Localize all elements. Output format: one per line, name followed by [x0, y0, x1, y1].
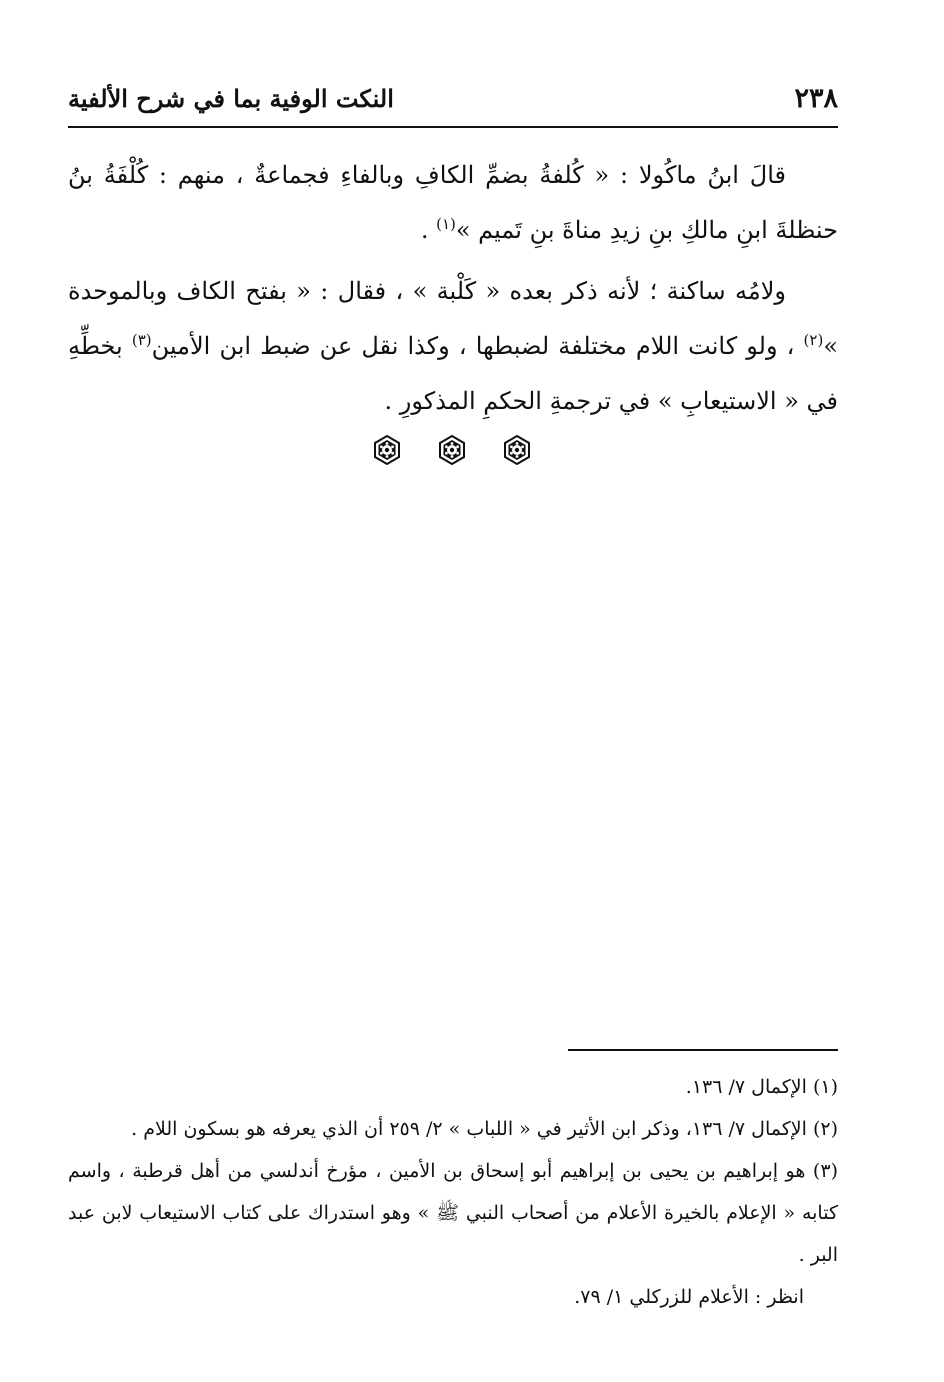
- footnote-3-reference: انظر : الأعلام للزركلي ١/ ٧٩.: [574, 1286, 804, 1308]
- paragraph-2-text-b: ، ولو كانت اللام مختلفة لضبطها ، وكذا نقل عن ضبط ابن الأمين: [151, 332, 804, 360]
- footnote-3: (٣) هو إبراهيم بن يحيى بن إبراهيم أبو إسحاق بن الأمين ، مؤرخ أندلسي من أهل قرطبة ، واسم كتابه « الإعلام بالخيرة الأعلام من أصحاب النبي ﷺ » وهو استدراك على كتاب الاستيعاب لابن عبد البر .: [68, 1160, 838, 1266]
- paragraph-1-text: قالَ ابنُ ماكُولا : « كُلفةُ بضمِّ الكافِ وبالفاءِ فجماعةٌ ، منهم : كُلْفَةُ بنُ حنظلةَ ابنِ مالكِ بنِ زيدِ مناةَ بنِ تَميم »: [68, 161, 838, 244]
- footnote-1: (١) الإكمال ٧/ ١٣٦.: [685, 1076, 838, 1098]
- flower-ornament-icon: [502, 435, 532, 465]
- paragraph-2: [68, 264, 838, 429]
- paragraph-2-text-c: بخطِّهِ في « الاستيعابِ » في ترجمةِ الحكمِ المذكورِ .: [68, 332, 838, 415]
- footnote-marker-1: (١): [436, 215, 456, 233]
- running-title: النكت الوفية بما في شرح الألفية: [68, 83, 394, 113]
- page-header: [68, 78, 838, 118]
- paragraph-2-text-a: ولامُه ساكنة ؛ لأنه ذكر بعده « كَلْبة » ، فقال : « بفتح الكاف وبالموحدة »: [68, 277, 838, 360]
- flower-ornament-icon: [437, 435, 467, 465]
- footnote-2: (٢) الإكمال ٧/ ١٣٦، وذكر ابن الأثير في « اللباب » ٢/ ٢٥٩ أن الذي يعرفه هو بسكون اللام .: [131, 1118, 838, 1140]
- flower-ornament-icon: [372, 435, 402, 465]
- footnote-separator: [568, 1049, 838, 1051]
- page-number: ٢٣٨: [794, 82, 838, 114]
- paragraph-1: [68, 148, 838, 258]
- main-text: [68, 148, 838, 435]
- footnote-marker-2: (٢): [803, 331, 824, 349]
- footnote-marker-3: (٣): [131, 331, 152, 349]
- paragraph-1-end: .: [420, 216, 437, 244]
- section-end-ornaments: [372, 432, 532, 468]
- footnotes: [68, 1066, 838, 1318]
- header-rule: [68, 126, 838, 128]
